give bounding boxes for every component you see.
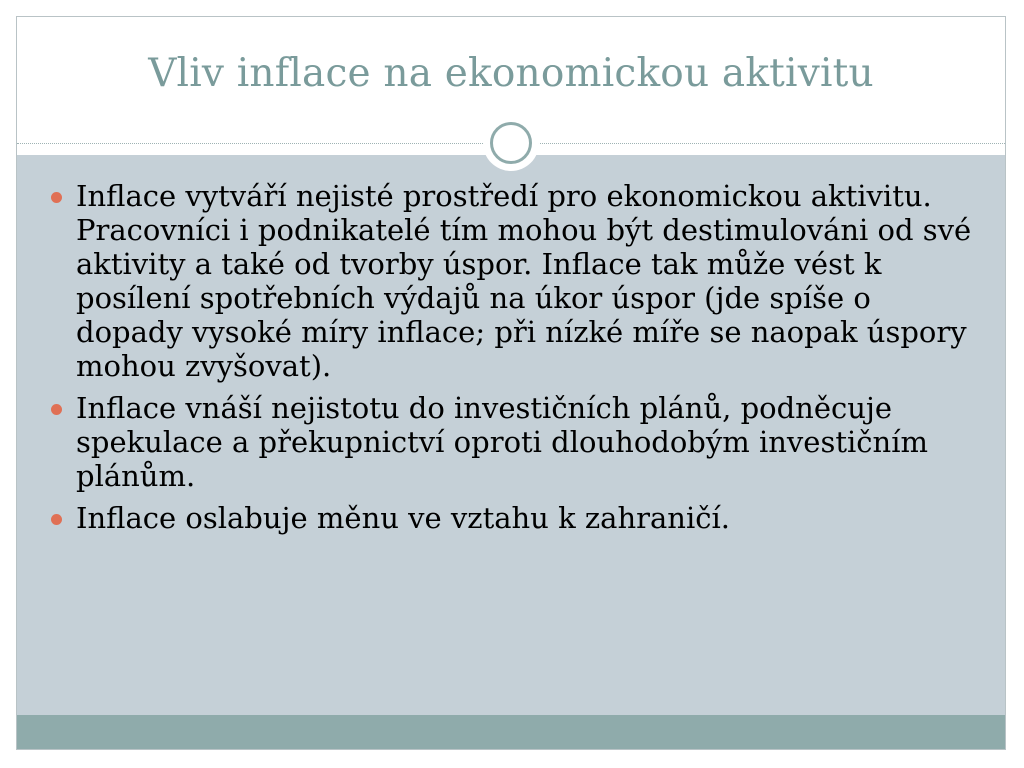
bullet-item	[49, 391, 979, 493]
bullet-dot-icon	[51, 404, 62, 415]
circle-ring-icon	[483, 115, 539, 171]
ornament-ring	[490, 122, 532, 164]
slide-title: Vliv inflace na ekonomickou aktivitu	[148, 51, 874, 96]
bullet-text: Inflace oslabuje měnu ve vztahu k zahraničí.	[76, 501, 730, 535]
slide	[16, 16, 1006, 750]
bullet-dot-icon	[51, 514, 62, 525]
bullet-dot-icon	[51, 192, 62, 203]
footer-band	[17, 715, 1005, 749]
bullet-text: Inflace vnáší nejistotu do investičních plánů, podněcuje spekulace a překupnictví oproti dlouhodobým investičním plánům.	[76, 391, 928, 493]
bullet-list	[49, 179, 979, 543]
bullet-text: Inflace vytváří nejisté prostředí pro ekonomickou aktivitu. Pracovníci i podnikatelé tím mohou být destimulováni od své aktivity a také od tvorby úspor. Inflace tak může vést k posílení spotřebních výdajů na úkor úspor (jde spíše o dopady vysoké míry inflace; při nízké míře se naopak úspory mohou zvyšovat).	[76, 179, 972, 383]
bullet-item	[49, 179, 979, 383]
bullet-item	[49, 501, 979, 535]
